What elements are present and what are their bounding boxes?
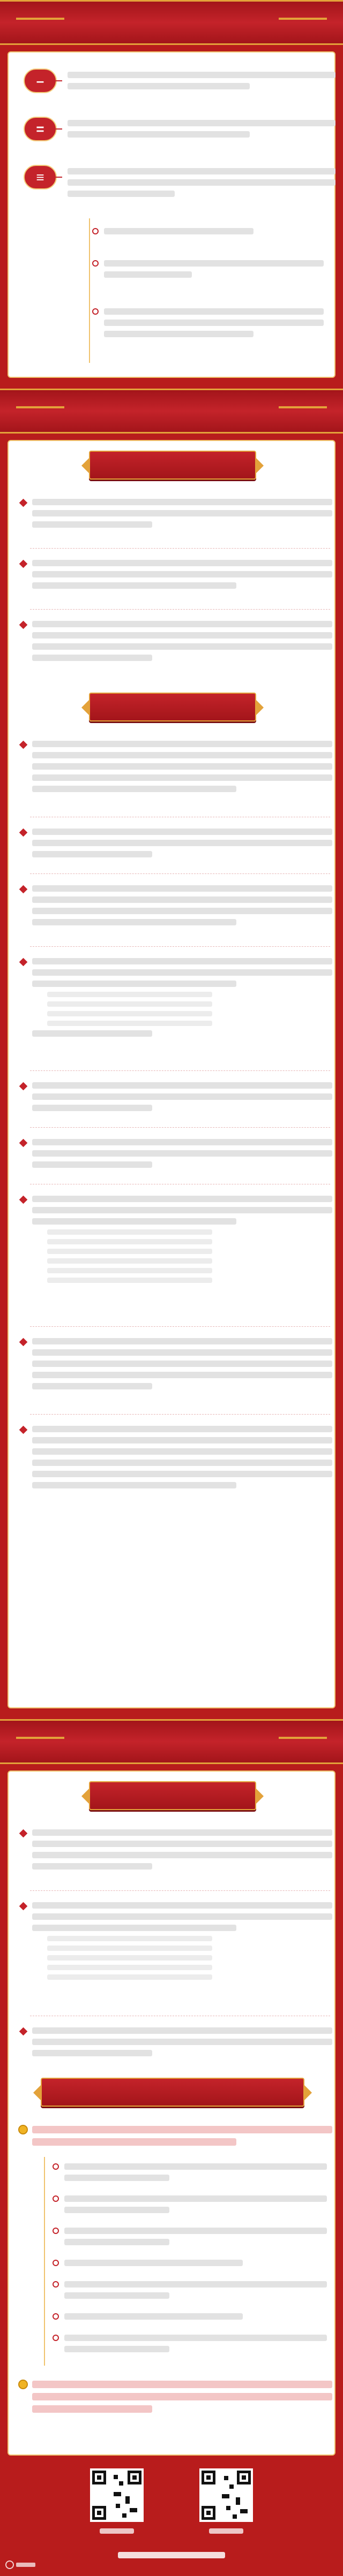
chapter-9-banner (0, 1719, 343, 1764)
chapter-7-subitem (104, 256, 324, 283)
article-item (32, 556, 332, 594)
gold-dot-icon (18, 2380, 28, 2389)
diamond-bullet-icon (19, 958, 28, 967)
article-item (32, 1135, 332, 1173)
article-item (32, 1191, 332, 1287)
emphasis-item (32, 2122, 332, 2151)
hollow-dot-icon (53, 2313, 59, 2320)
emphasis-item (32, 2376, 332, 2418)
hollow-dot-icon (53, 2281, 59, 2288)
section-title-ribbon (41, 2078, 304, 2107)
banner-ornament (279, 1737, 327, 1739)
list-item (64, 2309, 327, 2324)
diamond-bullet-icon (19, 741, 28, 749)
diamond-bullet-icon (19, 621, 28, 629)
section-title-ribbon (89, 451, 256, 480)
article-item (32, 1078, 332, 1116)
banner-ornament (279, 406, 327, 408)
banner-ornament (16, 18, 64, 20)
watermark-logo-icon (5, 2560, 14, 2569)
chapter-7-subitem (104, 224, 324, 239)
chapter-7-panel (8, 51, 335, 378)
hollow-dot-icon (53, 2335, 59, 2341)
watermark-text (16, 2563, 35, 2567)
qr-label (100, 2528, 134, 2534)
diamond-bullet-icon (19, 499, 28, 507)
hollow-dot-icon (53, 2163, 59, 2170)
item-number-badge: – (24, 69, 57, 93)
banner-ornament (16, 406, 64, 408)
hollow-dot-icon (53, 2228, 59, 2234)
hollow-dot-icon (53, 2195, 59, 2202)
chapter-8-panel (8, 440, 335, 1708)
hollow-dot-icon (92, 260, 99, 267)
chapter-7-item (68, 67, 335, 94)
footer-bottom-text (118, 2552, 225, 2558)
article-item (32, 881, 332, 930)
article-item (32, 1334, 332, 1394)
article-item (32, 1825, 332, 1874)
list-item (64, 2191, 327, 2218)
list-item (64, 2159, 327, 2186)
diamond-bullet-icon (19, 1829, 28, 1838)
list-item (64, 2330, 327, 2357)
diamond-bullet-icon (19, 560, 28, 568)
qr-code-icon[interactable] (199, 2468, 253, 2522)
article-item (32, 736, 332, 797)
diamond-bullet-icon (19, 1902, 28, 1911)
qr-label (209, 2528, 243, 2534)
diamond-bullet-icon (19, 829, 28, 837)
diamond-bullet-icon (19, 1082, 28, 1091)
diamond-bullet-icon (19, 1196, 28, 1204)
chapter-8-banner (0, 389, 343, 434)
item-number-badge: = (24, 117, 57, 141)
section-title-ribbon (89, 693, 256, 721)
chapter-7-item (68, 164, 335, 202)
diamond-bullet-icon (19, 2027, 28, 2036)
chapter-7-item (68, 116, 335, 142)
banner-ornament (16, 1737, 64, 1739)
list-item (64, 2223, 327, 2250)
chapter-7-banner (0, 0, 343, 45)
hollow-dot-icon (92, 308, 99, 315)
diamond-bullet-icon (19, 1426, 28, 1434)
banner-ornament (279, 18, 327, 20)
article-item (32, 1422, 332, 1493)
diamond-bullet-icon (19, 1139, 28, 1148)
article-item (32, 1898, 332, 1984)
diamond-bullet-icon (19, 885, 28, 894)
hollow-dot-icon (53, 2260, 59, 2266)
article-item (32, 2023, 332, 2061)
chapter-9-panel (8, 1770, 335, 2456)
article-item (32, 954, 332, 1042)
article-item (32, 824, 332, 862)
article-item (32, 617, 332, 666)
chapter-7-subitem (104, 304, 324, 342)
hollow-dot-icon (92, 228, 99, 234)
article-item (32, 495, 332, 533)
list-item (64, 2255, 327, 2271)
item-number-badge: ≡ (24, 165, 57, 189)
diamond-bullet-icon (19, 1338, 28, 1347)
section-title-ribbon (89, 1781, 256, 1810)
gold-dot-icon (18, 2125, 28, 2134)
qr-code-icon[interactable] (90, 2468, 144, 2522)
list-item (64, 2277, 327, 2304)
